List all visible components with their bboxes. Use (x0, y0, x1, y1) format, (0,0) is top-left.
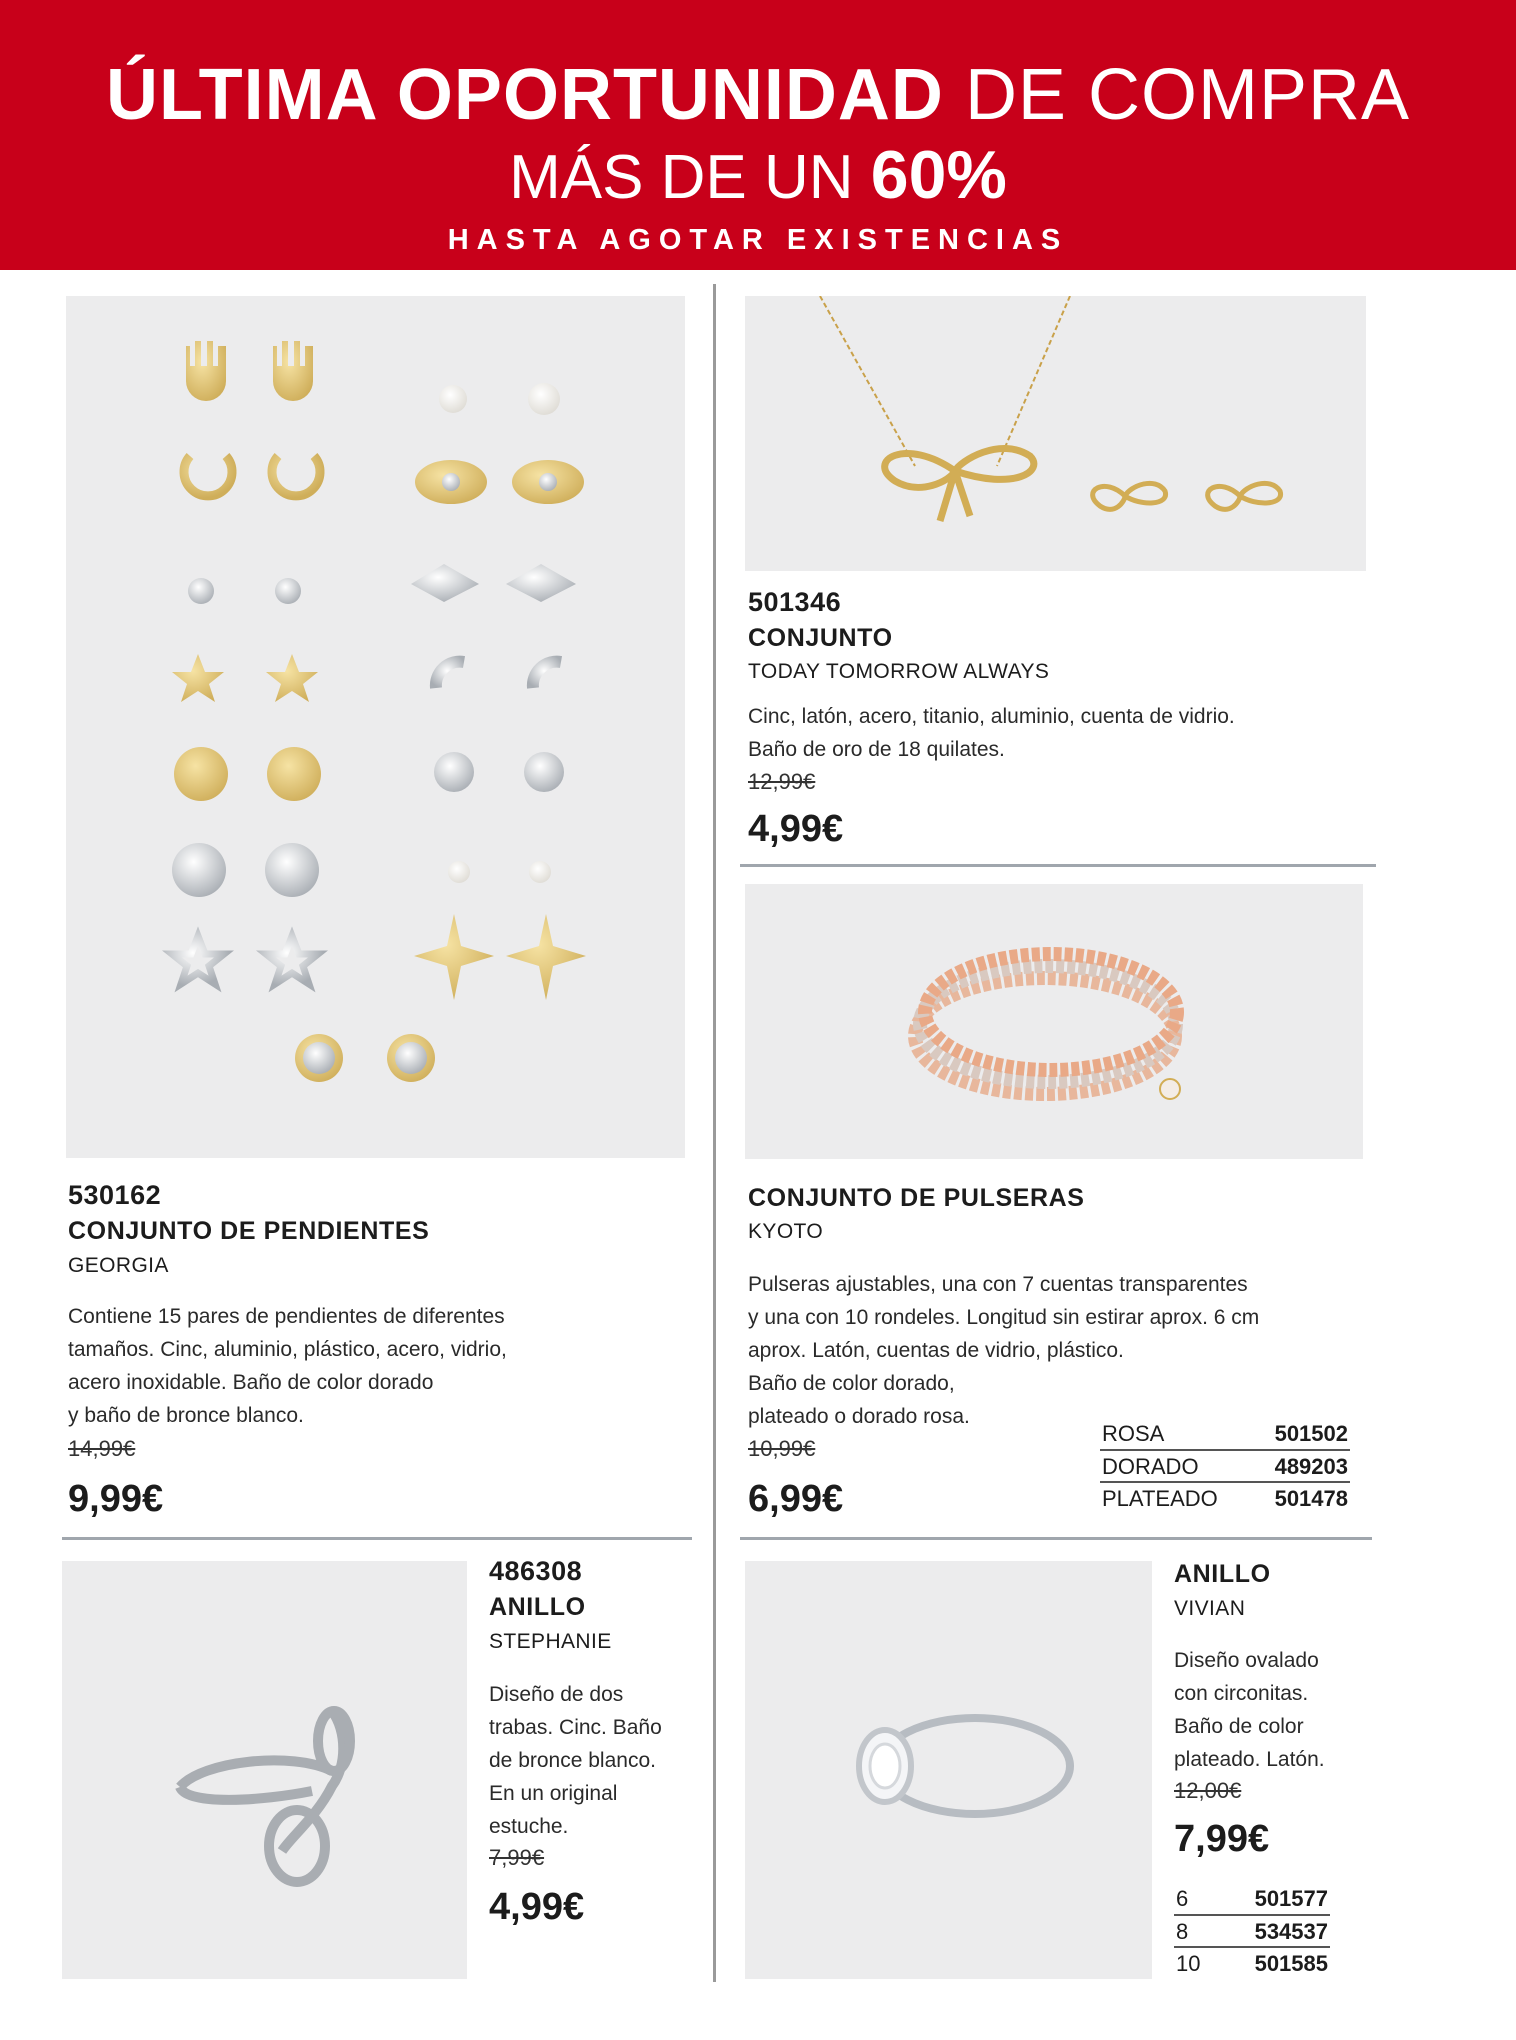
crescent-earrings (436, 662, 561, 688)
pearl-earrings (439, 383, 560, 415)
ring-stephanie-band (180, 1711, 350, 1882)
earrings-name: CONJUNTO DE PENDIENTES (68, 1217, 430, 1245)
bracelets-image (745, 884, 1363, 1159)
ring-stephanie-price: 4,99€ (489, 1886, 585, 1928)
silver-star-earrings (172, 936, 318, 984)
ring-vivian-image (745, 1561, 1152, 1979)
necklace-subname: TODAY TOMORROW ALWAYS (748, 660, 1050, 683)
ring-vivian-name: ANILLO (1174, 1560, 1271, 1588)
crystal-earrings-small (188, 578, 301, 604)
bracelets-subname: KYOTO (748, 1220, 824, 1243)
ring-vivian-subname: VIVIAN (1174, 1597, 1246, 1620)
variant-row: PLATEADO 501478 (1102, 1486, 1348, 1511)
ring-stephanie-description: Diseño de dos trabas. Cinc. Baño de bronce blanco. En un original estuche. (489, 1683, 662, 1838)
gold-disc-earrings (174, 747, 321, 801)
diamond-shape-earrings (411, 564, 576, 602)
small-pearl-earrings (448, 861, 551, 883)
bracelet-stack (915, 954, 1177, 1094)
earrings-photo[interactable] (66, 296, 685, 1158)
size-row: 8 534537 (1174, 1915, 1330, 1947)
bezel-crystal-earrings (295, 1034, 435, 1082)
necklace-name: CONJUNTO (748, 624, 893, 652)
banner-title: ÚLTIMA OPORTUNIDAD DE COMPRA (106, 55, 1410, 135)
earrings-old-price: 14,99€ (68, 1436, 136, 1461)
earrings-rule (62, 1537, 692, 1540)
ring-vivian-price: 7,99€ (1174, 1818, 1270, 1860)
ring-stephanie-image (62, 1561, 467, 1979)
sun-crystal-earrings (434, 752, 564, 792)
earrings-subname: GEORGIA (68, 1254, 169, 1277)
ring-stephanie-name: ANILLO (489, 1593, 586, 1621)
eye-earrings (415, 460, 584, 504)
earrings-price: 9,99€ (68, 1478, 164, 1520)
necklace-photo[interactable] (745, 296, 1366, 571)
ring-stephanie-photo[interactable] (62, 1561, 467, 1979)
bracelets-name: CONJUNTO DE PULSERAS (748, 1184, 1085, 1212)
ring-vivian-old-price: 12,00€ (1174, 1778, 1242, 1803)
earrings-description: Contiene 15 pares de pendientes de diferentes tamaños. Cinc, aluminio, plástico, acero, vidrio, acero inoxidable. Baño de color dorado y baño de bronce blanco. (68, 1305, 507, 1427)
starburst-earrings (414, 914, 586, 1000)
ring-stephanie-old-price: 7,99€ (489, 1845, 545, 1870)
size-row: 6 501577 (1174, 1883, 1330, 1915)
earrings-image (66, 296, 685, 1158)
necklace-rule (740, 864, 1376, 867)
ring-vivian-description: Diseño ovalado con circonitas. Baño de color plateado. Latón. (1174, 1649, 1325, 1771)
ring-stephanie-code: 486308 (489, 1556, 583, 1586)
necklace-code: 501346 (748, 587, 842, 617)
necklace-image (745, 296, 1366, 571)
variant-row: DORADO 489203 (1100, 1450, 1350, 1482)
hammered-silver-earrings (172, 843, 319, 897)
bracelets-price: 6,99€ (748, 1478, 844, 1520)
bracelets-old-price: 10,99€ (748, 1436, 816, 1461)
ring-vivian-photo[interactable] (745, 1561, 1152, 1979)
bow-earrings (1093, 483, 1281, 509)
horn-earrings (184, 456, 320, 496)
bracelet-charm (1160, 1079, 1180, 1099)
earrings-code: 530162 (68, 1180, 162, 1210)
bracelets-rule (740, 1537, 1372, 1540)
banner-subtitle: MÁS DE UN 60% (509, 137, 1007, 213)
bracelets-variant-table (1100, 1418, 1350, 1514)
size-row: 10 501585 (1176, 1951, 1328, 1976)
bracelets-photo[interactable] (745, 884, 1363, 1159)
column-divider (713, 284, 716, 1982)
necklace-price: 4,99€ (748, 808, 844, 850)
banner-tagline: HASTA AGOTAR EXISTENCIAS (447, 224, 1069, 256)
ring-stephanie-subname: STEPHANIE (489, 1630, 612, 1653)
hamsa-earrings (186, 341, 313, 401)
necklace-description: Cinc, latón, acero, titanio, aluminio, cuenta de vidrio. Baño de oro de 18 quilates. (748, 705, 1235, 761)
gold-star-earrings (172, 654, 318, 702)
variant-row: ROSA 501502 (1100, 1418, 1350, 1450)
bow-pendant (885, 448, 1034, 521)
bracelets-description: Pulseras ajustables, una con 7 cuentas transparentes y una con 10 rondeles. Longitud sin estirar aprox. 6 cm aprox. Latón, cuentas de vidrio, plástico. Baño de color dorado, plateado o dorado rosa. (748, 1273, 1260, 1428)
necklace-old-price: 12,99€ (748, 769, 816, 794)
ring-vivian-size-table (1174, 1883, 1330, 1979)
promo-banner (0, 0, 1516, 270)
